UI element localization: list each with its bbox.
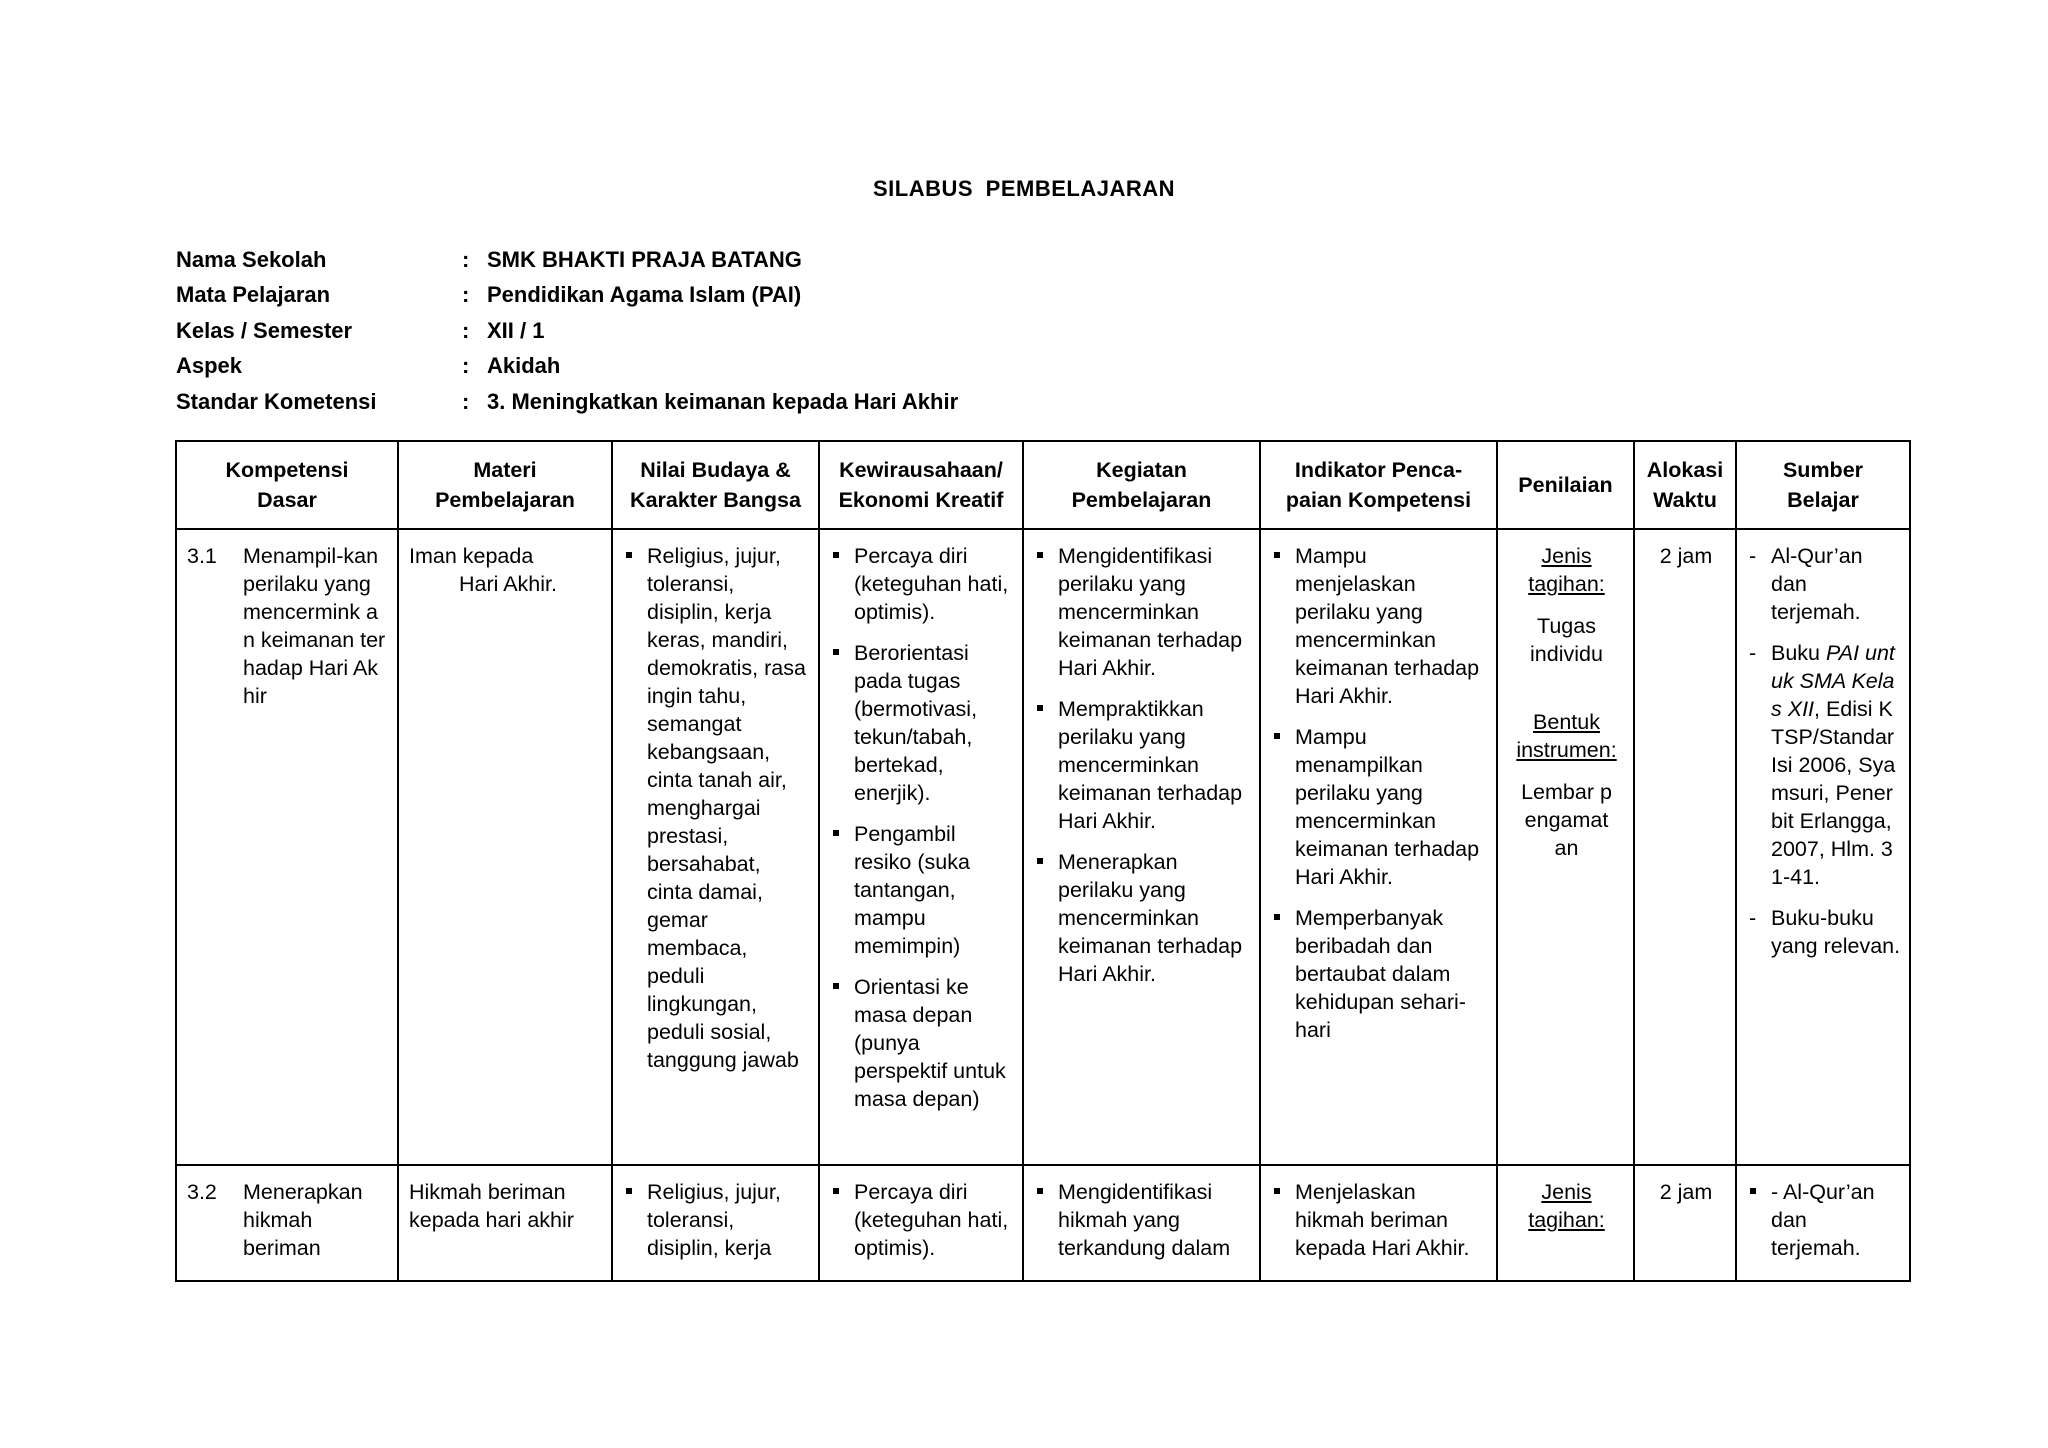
cell-kewirausahaan bbox=[819, 529, 1023, 1165]
jenis-tagihan-label: Jenis tagihan: bbox=[1528, 544, 1605, 596]
materi-line-1: Iman kepada bbox=[409, 544, 534, 568]
info-value: XII / 1 bbox=[487, 317, 545, 343]
list-item: Orientasi ke masa depan (punya perspektif untuk masa depan) bbox=[830, 973, 1014, 1113]
cell-alokasi bbox=[1634, 529, 1736, 1165]
jenis-tagihan-value: Tugas individu bbox=[1530, 614, 1603, 666]
list-item: Religius, jujur, toleransi, disiplin, kerja keras, mandiri, demokratis, rasa ingin tahu, semangat kebangsaan, cinta tanah air, menghargai prestasi, bersahabat, cinta damai, gemar membaca, peduli lingkungan, peduli sosial, tanggung jawab bbox=[623, 542, 810, 1074]
info-colon: : bbox=[462, 282, 470, 308]
list-item: - Buku-buku yang relevan. bbox=[1747, 904, 1901, 960]
list-item: Mengidentifikasi hikmah yang terkandung dalam bbox=[1034, 1178, 1251, 1262]
kd-number: 3.2 bbox=[187, 1180, 217, 1204]
list-item: Percaya diri (keteguhan hati, optimis). bbox=[830, 542, 1014, 626]
document-title: SILABUS PEMBELAJARAN bbox=[872, 176, 1176, 201]
header-kewirausahaan: Kewirausahaan/ Ekonomi Kreatif bbox=[819, 441, 1023, 529]
info-row-class bbox=[176, 313, 958, 349]
materi-line-2: Hari Akhir. bbox=[459, 572, 557, 596]
jenis-tagihan-label: Jenis tagihan: bbox=[1528, 1180, 1605, 1232]
info-row-standard bbox=[176, 384, 958, 420]
info-label: Nama Sekolah bbox=[176, 246, 327, 272]
cell-penilaian bbox=[1497, 529, 1634, 1165]
materi-text: Hikmah beriman kepada hari akhir bbox=[409, 1180, 574, 1232]
list-item: Memperbanyak beribadah dan bertaubat dalam kehidupan sehari-hari bbox=[1271, 904, 1488, 1044]
info-label: Mata Pelajaran bbox=[176, 282, 331, 308]
header-indikator: Indikator Penca- paian Kompetensi bbox=[1260, 441, 1497, 529]
header-nilai-budaya: Nilai Budaya & Karakter Bangsa bbox=[612, 441, 819, 529]
list-item: - Al-Qur’an dan terjemah. bbox=[1747, 1178, 1901, 1262]
cell-kompetensi-dasar bbox=[176, 529, 398, 1165]
kd-text: Menampil-kan perilaku yang mencermink an keimanan terhadap Hari Akhir bbox=[243, 544, 386, 708]
cell-kegiatan bbox=[1023, 1165, 1260, 1281]
list-item: Mampu menjelaskan perilaku yang mencerminkan keimanan terhadap Hari Akhir. bbox=[1271, 542, 1488, 710]
header-kegiatan: Kegiatan Pembelajaran bbox=[1023, 441, 1260, 529]
bentuk-instrumen-label: Bentuk instrumen: bbox=[1516, 710, 1617, 762]
cell-kegiatan bbox=[1023, 529, 1260, 1165]
cell-kewirausahaan bbox=[819, 1165, 1023, 1281]
list-item: Mengidentifikasi perilaku yang mencerminkan keimanan terhadap Hari Akhir. bbox=[1034, 542, 1251, 682]
info-label: Kelas / Semester bbox=[176, 317, 353, 343]
cell-indikator bbox=[1260, 529, 1497, 1165]
info-row-subject bbox=[176, 278, 958, 314]
info-label: Aspek bbox=[176, 353, 243, 379]
info-value: Akidah bbox=[487, 353, 561, 379]
cell-kompetensi-dasar bbox=[176, 1165, 398, 1281]
cell-alokasi bbox=[1634, 1165, 1736, 1281]
cell-materi bbox=[398, 529, 612, 1165]
cell-nilai-budaya bbox=[612, 1165, 819, 1281]
cell-sumber bbox=[1736, 1165, 1910, 1281]
list-item: - Buku PAI untuk SMA Kelas XII, Edisi KTSP/Standar Isi 2006, Syamsuri, Penerbit Erlangga, 2007, Hlm. 31-41. bbox=[1747, 639, 1901, 891]
info-colon: : bbox=[462, 388, 470, 414]
document-info bbox=[176, 242, 958, 420]
header-alokasi: Alokasi Waktu bbox=[1634, 441, 1736, 529]
list-item: Menjelaskan hikmah beriman kepada Hari Akhir. bbox=[1271, 1178, 1488, 1262]
table-row bbox=[176, 529, 1910, 1165]
header-penilaian: Penilaian bbox=[1497, 441, 1634, 529]
info-colon: : bbox=[462, 246, 470, 272]
syllabus-table bbox=[175, 440, 1911, 1282]
info-colon: : bbox=[462, 353, 470, 379]
header-materi: Materi Pembelajaran bbox=[398, 441, 612, 529]
list-item: Berorientasi pada tugas (bermotivasi, tekun/tabah, bertekad, enerjik). bbox=[830, 639, 1014, 807]
info-colon: : bbox=[462, 317, 470, 343]
info-row-aspect bbox=[176, 349, 958, 385]
cell-sumber bbox=[1736, 529, 1910, 1165]
alokasi-waktu: 2 jam bbox=[1659, 1180, 1713, 1204]
alokasi-waktu: 2 jam bbox=[1659, 544, 1713, 568]
info-value: 3. Meningkatkan keimanan kepada Hari Akhir bbox=[487, 388, 959, 414]
info-value: Pendidikan Agama Islam (PAI) bbox=[487, 282, 802, 308]
cell-indikator bbox=[1260, 1165, 1497, 1281]
header-kompetensi-dasar: Kompetensi Dasar bbox=[176, 441, 398, 529]
cell-penilaian bbox=[1497, 1165, 1634, 1281]
table-row bbox=[176, 1165, 1910, 1281]
list-item: Mampu menampilkan perilaku yang mencerminkan keimanan terhadap Hari Akhir. bbox=[1271, 723, 1488, 891]
list-item: - Al-Qur’an dan terjemah. bbox=[1747, 542, 1901, 626]
cell-nilai-budaya bbox=[612, 529, 819, 1165]
table-header-row bbox=[176, 441, 1910, 529]
cell-materi bbox=[398, 1165, 612, 1281]
header-sumber: Sumber Belajar bbox=[1736, 441, 1910, 529]
info-row-school bbox=[176, 242, 958, 278]
kd-number: 3.1 bbox=[187, 544, 217, 568]
kd-text: Menerapkan hikmah beriman bbox=[243, 1180, 363, 1260]
info-value: SMK BHAKTI PRAJA BATANG bbox=[487, 246, 802, 272]
info-label: Standar Kometensi bbox=[176, 388, 377, 414]
list-item: Mempraktikkan perilaku yang mencerminkan keimanan terhadap Hari Akhir. bbox=[1034, 695, 1251, 835]
list-item: Pengambil resiko (suka tantangan, mampu memimpin) bbox=[830, 820, 1014, 960]
list-item: Religius, jujur, toleransi, disiplin, kerja bbox=[623, 1178, 810, 1262]
list-item: Percaya diri (keteguhan hati, optimis). bbox=[830, 1178, 1014, 1262]
bentuk-instrumen-value: Lembar pengamat an bbox=[1521, 780, 1612, 860]
list-item: Menerapkan perilaku yang mencerminkan keimanan terhadap Hari Akhir. bbox=[1034, 848, 1251, 988]
